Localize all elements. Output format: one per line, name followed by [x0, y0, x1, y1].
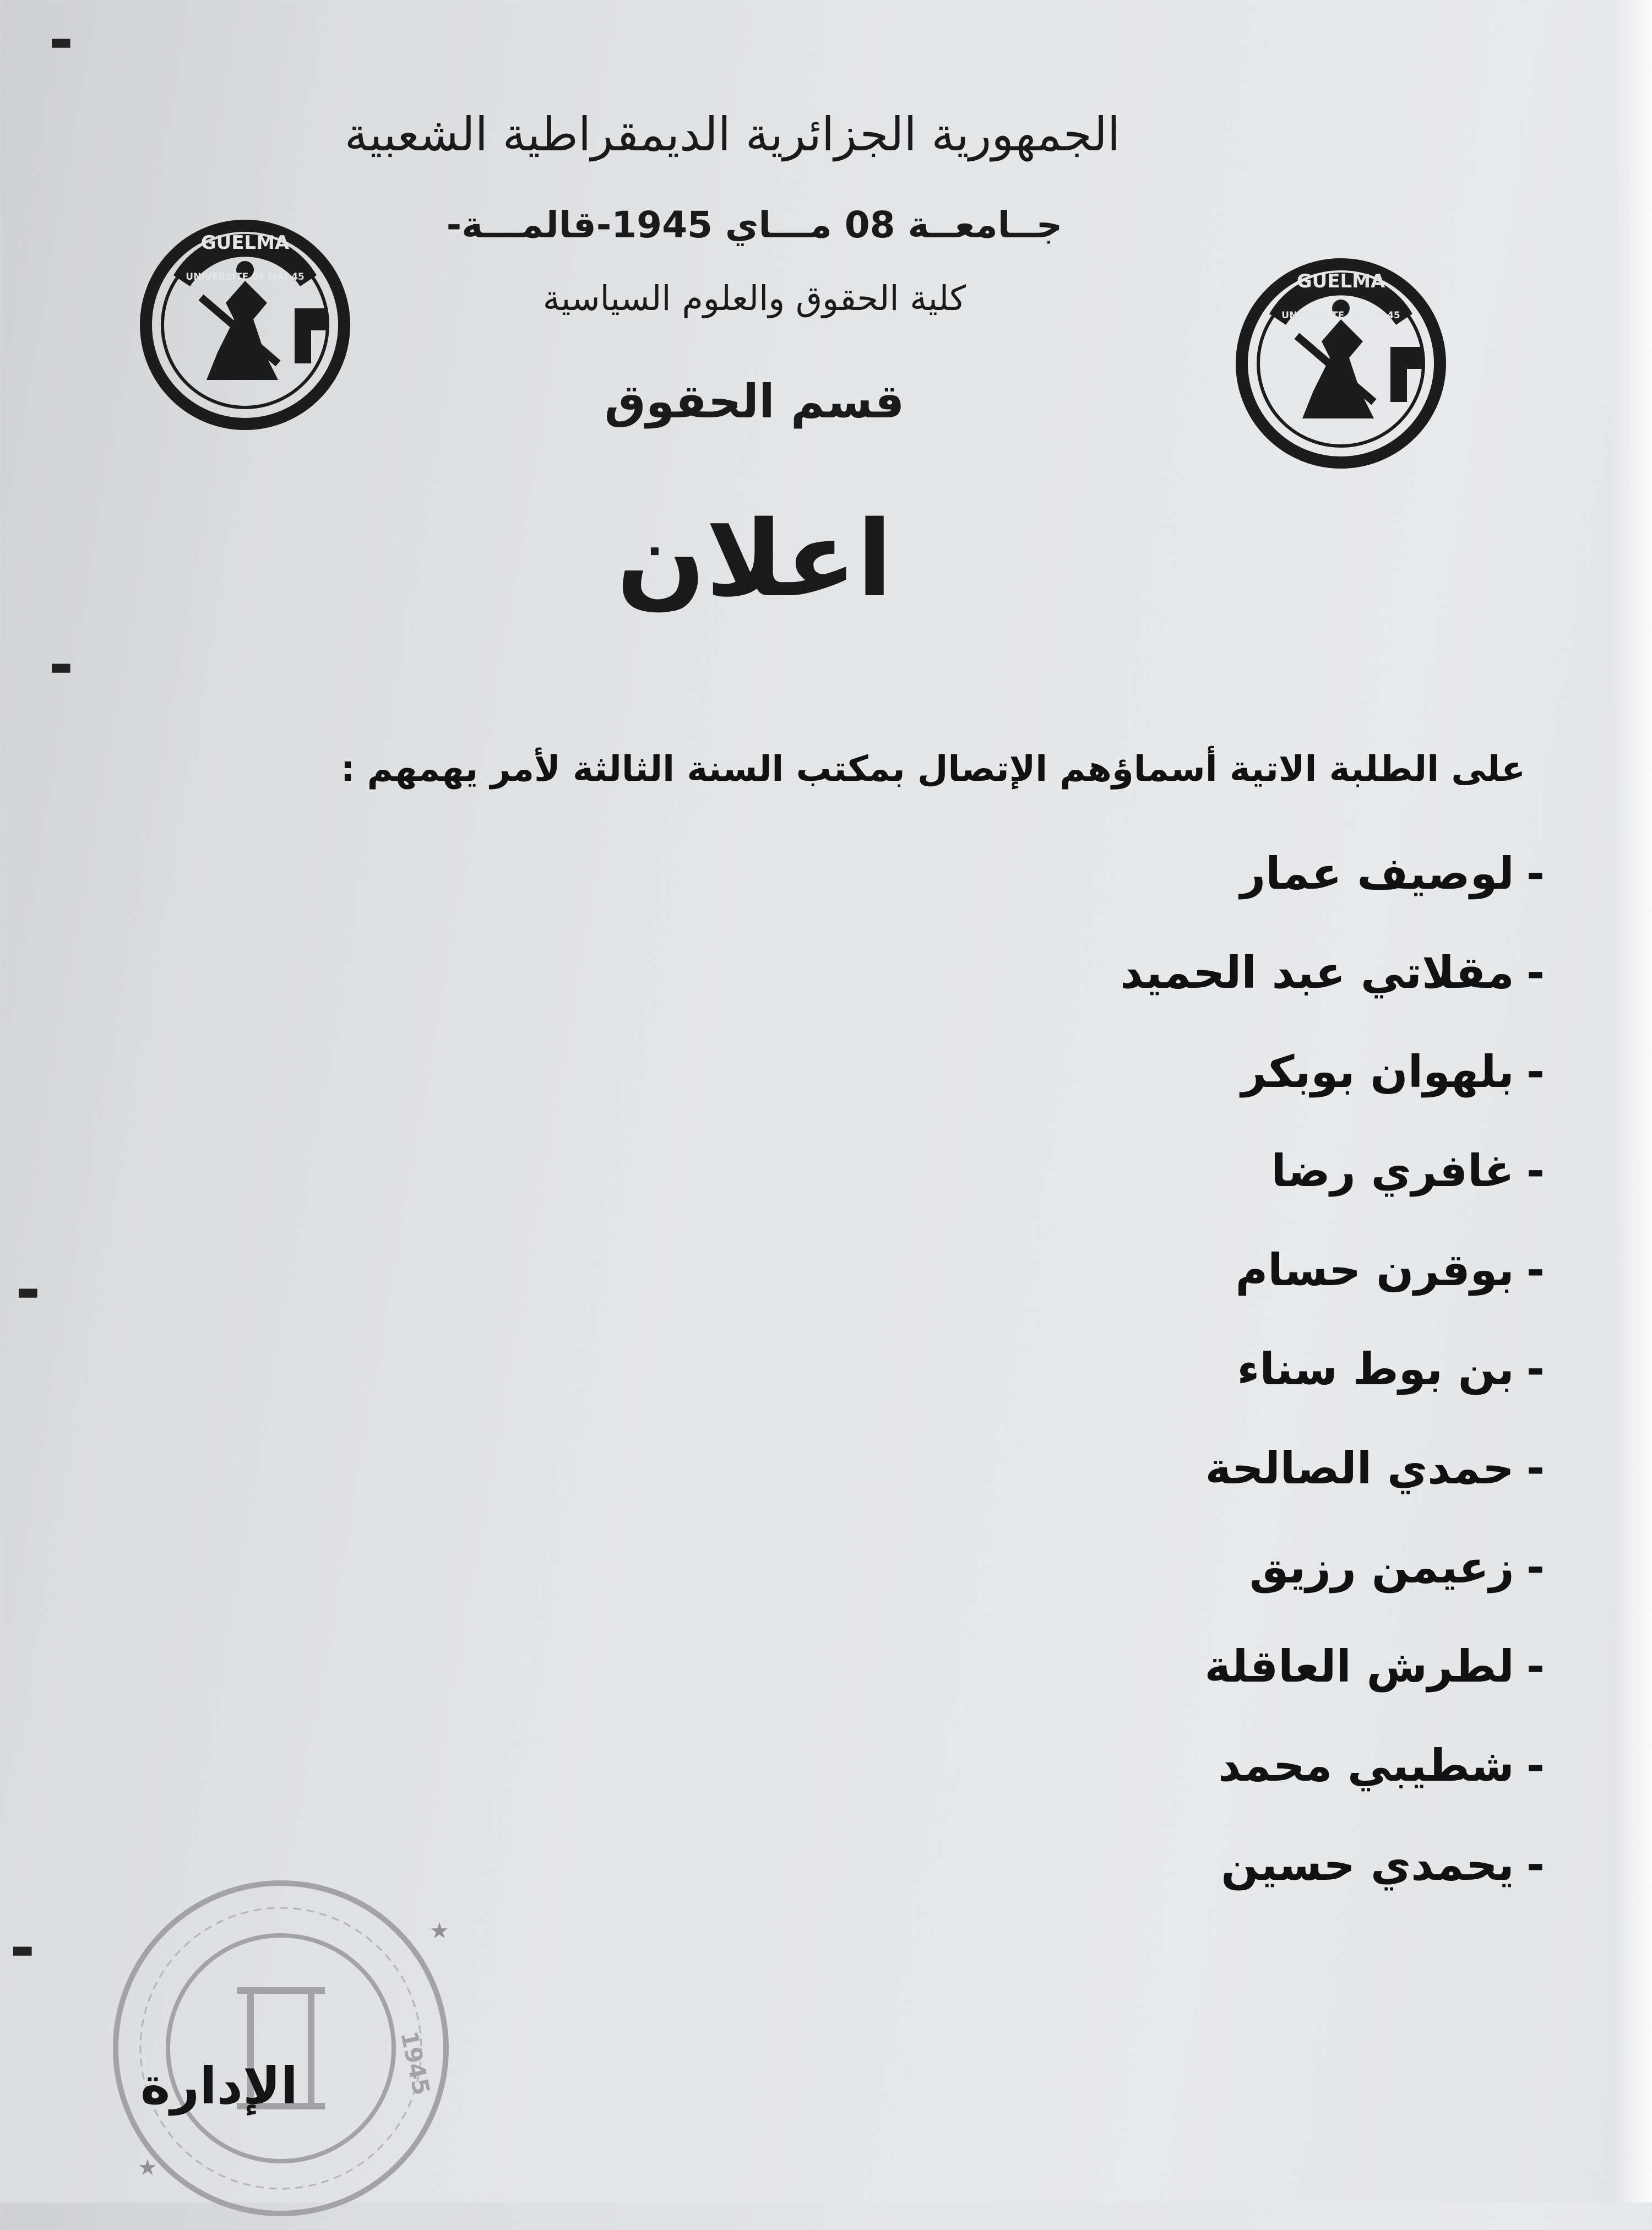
- list-dash: -: [1526, 848, 1545, 899]
- student-name: شطيبي محمد: [1218, 1740, 1514, 1791]
- margin-mark: ▬: [50, 652, 73, 681]
- announcement-intro: على الطلبة الاتية أسماؤهم الإتصال بمكتب السنة الثالثة لأمر يهمهم :: [340, 749, 1525, 790]
- list-dash: -: [1526, 1344, 1545, 1395]
- list-dash: -: [1526, 1740, 1545, 1791]
- stamp-star-icon: ★: [138, 2155, 157, 2180]
- student-name-item: [774, 1740, 1545, 1839]
- republic-name: الجمهورية الجزائرية الديمقراطية الشعبية: [344, 107, 1121, 161]
- logo-subtext: UNIVERSITE 08 MAI 45: [1281, 310, 1400, 321]
- student-name: لطرش العاقلة: [1204, 1641, 1514, 1692]
- student-name: غافري رضا: [1271, 1145, 1514, 1196]
- student-name-item: [774, 1344, 1545, 1443]
- list-dash: -: [1526, 1443, 1545, 1494]
- list-dash: -: [1526, 1641, 1545, 1692]
- student-names-list: [774, 848, 1545, 1938]
- list-dash: -: [1526, 1244, 1545, 1296]
- stamp-star-icon: ★: [430, 1918, 449, 1944]
- student-name: بوقرن حسام: [1235, 1244, 1514, 1296]
- university-name: جــامعــة 08 مـــاي 1945-قالمـــة-: [446, 204, 1063, 246]
- student-name: بن بوط سناء: [1237, 1344, 1514, 1395]
- student-name-item: [774, 1641, 1545, 1740]
- paper-edge: [1613, 0, 1652, 2202]
- margin-mark: ▬: [17, 1277, 40, 1306]
- student-name-item: [774, 1839, 1545, 1938]
- list-dash: -: [1526, 1145, 1545, 1196]
- announcement-title: اعلان: [616, 498, 893, 620]
- student-name-item: [774, 947, 1545, 1046]
- list-dash: -: [1526, 1542, 1545, 1593]
- student-name-item: [774, 1046, 1545, 1145]
- list-dash: -: [1526, 947, 1545, 998]
- list-dash: -: [1526, 1046, 1545, 1097]
- logo-text: GUELMA: [1296, 270, 1385, 292]
- student-name: مقلاتي عبد الحميد: [1120, 947, 1514, 998]
- student-name-item: [774, 1244, 1545, 1344]
- student-name: يحمدي حسين: [1221, 1839, 1514, 1890]
- student-name: بلهوان بوبكر: [1241, 1046, 1514, 1097]
- stamp-year: 1945: [395, 2028, 436, 2098]
- university-logo-right: [1231, 253, 1451, 474]
- student-name: حمدي الصالحة: [1205, 1443, 1514, 1494]
- logo-text: GUELMA: [200, 232, 290, 254]
- administration-signature: الإدارة: [140, 2057, 298, 2115]
- list-dash: -: [1526, 1839, 1545, 1890]
- student-name-item: [774, 1443, 1545, 1542]
- student-name: زعيمن رزيق: [1249, 1542, 1514, 1593]
- student-name-item: [774, 1542, 1545, 1641]
- logo-subtext: UNIVERSITE 08 MAI 45: [186, 271, 305, 282]
- official-stamp: [99, 1867, 463, 2230]
- student-name-item: [774, 848, 1545, 947]
- margin-mark: ▬: [50, 28, 73, 56]
- student-name-item: [774, 1145, 1545, 1244]
- faculty-name: كلية الحقوق والعلوم السياسية: [542, 278, 966, 318]
- margin-mark: ▬: [11, 1935, 34, 1964]
- university-logo-left: [135, 215, 355, 435]
- department-name: قسم الحقوق: [604, 374, 905, 428]
- student-name: لوصيف عمار: [1240, 848, 1514, 899]
